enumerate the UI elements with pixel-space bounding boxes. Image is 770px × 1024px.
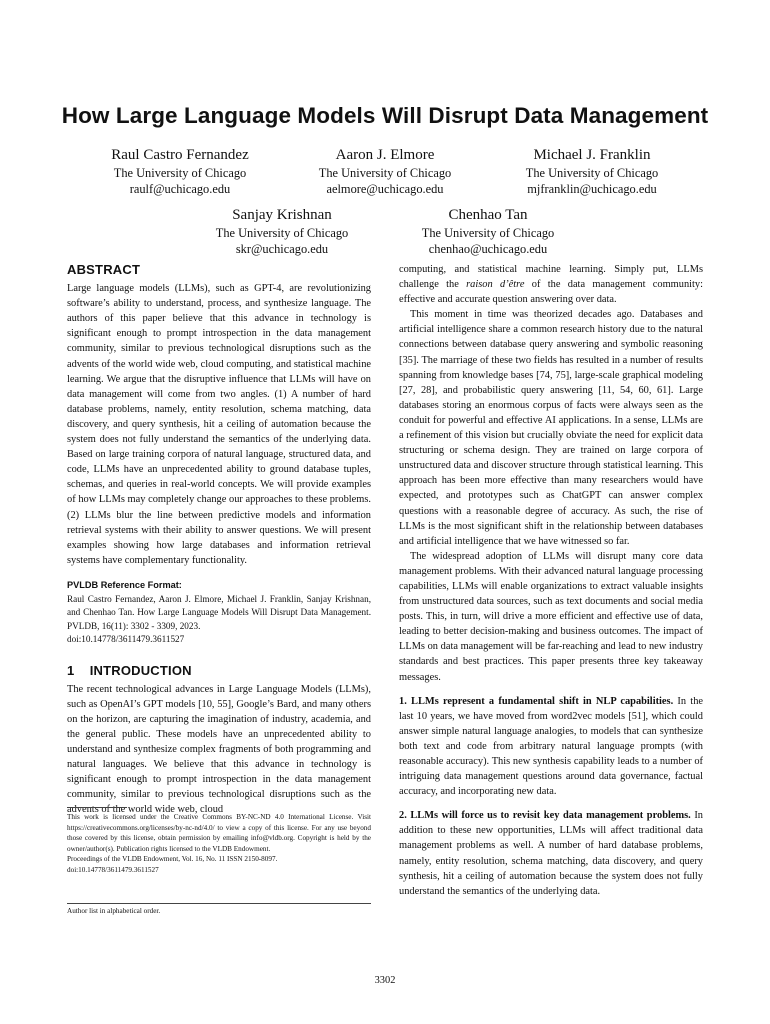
author-affiliation: The University of Chicago xyxy=(318,166,452,180)
author-block xyxy=(162,206,402,257)
section-number: 1 xyxy=(67,662,75,678)
author-affiliation: The University of Chicago xyxy=(215,226,349,240)
text-span: computing, and statistical machine learning. Simply put, LLMs challenge the xyxy=(399,264,703,291)
italic-text: raison d’être xyxy=(466,279,525,291)
license-text: This work is licensed under the Creative Commons BY-NC-ND 4.0 International License. Visit https://creativecommons.org/licenses/by-nc-nd/4.0/ to view a copy of this license. For any use beyond those covered by this license, obtain permission by emailing info@vldb.org. Copyright is held by the owner/author(s). Publication rights licensed to the VLDB Endowment. xyxy=(67,813,371,853)
left-column xyxy=(67,262,371,818)
section-title: INTRODUCTION xyxy=(89,662,192,678)
footnote-block xyxy=(67,906,371,917)
license-doi: doi:10.14778/3611479.3611527 xyxy=(67,865,159,874)
takeaway-text: In the last 10 years, we have moved from word2vec models [51], which could answer simple natural language analogies, to models that can synthesize both text and code from arbitrary natural language prompts (with reasonable accuracy). This new synthesis capability leads to a number of intriguing data management questions around data governance, factual accuracy, and incorporating new data. xyxy=(399,695,703,798)
author-name: Aaron J. Elmore xyxy=(335,147,435,163)
author-name: Chenhao Tan xyxy=(448,207,528,223)
abstract-heading: ABSTRACT xyxy=(67,262,141,277)
license-block xyxy=(67,812,371,876)
takeaway-2 xyxy=(399,808,703,899)
author-block xyxy=(265,146,505,197)
page-number: 3302 xyxy=(374,975,396,986)
author-email: raulf@uchicago.edu xyxy=(129,182,231,196)
right-column xyxy=(399,262,703,899)
author-affiliation: The University of Chicago xyxy=(525,166,659,180)
takeaway-text: In addition to these new opportunities, LLMs will affect traditional data management problems as well. A number of hard database problems, namely, entity resolution, schema matching, data discovery, and query synthesis, hit a ceiling of automation because the system does not fully understand the semantics of the underlying data. xyxy=(399,810,703,897)
author-block xyxy=(368,206,608,257)
pvldb-doi: doi:10.14778/3611479.3611527 xyxy=(67,634,185,645)
paragraph: The widespread adoption of LLMs will disrupt many core data management problems. With their advanced natural language processing capabilities, LLMs will enable organizations to extract valuable insights from unstructured data sources, such as text documents and social media posts. This, in turn, will drive a more efficient and effective use of data, leading to better decision-making and business outcomes. The impact of LLMs on data management will be far-reaching and lead to new industry standards and best practices. This paper presents three key takeaway messages. xyxy=(399,550,703,683)
author-name: Michael J. Franklin xyxy=(533,147,651,163)
author-email: chenhao@uchicago.edu xyxy=(428,242,548,256)
author-name: Raul Castro Fernandez xyxy=(111,147,249,163)
paragraph: This moment in time was theorized decades ago. Databases and artificial intelligence share a common research history due to the natural connections between database query answering and symbolic reasoning [35]. The marriage of these two fields has resulted in a number of results spanning from knowledge bases [74, 75], large-scale graphical modeling [27, 28], and probabilistic query answering [11, 54, 60, 61]. Large databases storing an enormous corpus of facts were always seen as the conduit for powerful and effective AI applications. In a sense, LLMs are a refinement of this vision but crucially obviate the need for explicit data structuring or schema design. They are trained on large corpora of unstructured data and discover structure through statistical learning. This approach has been more effective than many researchers would have expected, and prototypes such as ChatGPT can answer complex questions with a reasonable degree of accuracy. As such, the rise of LLMs is the most significant shift in the relationship between databases and artificial intelligence that we have witnessed so far. xyxy=(399,309,703,547)
introduction-text: The recent technological advances in Large Language Models (LLMs), such as OpenAI’s GPT models [10, 55], Google’s Bard, and many others on the horizon, are capturing the imagination of industry, academia, and the general public. These models have an unprecedented ability to understand and synthesize complex fragments of both programming and natural languages. We believe that this advance in technology is significant enough to prompt introspection in the data management community, similar to previous technological disruptions such as the advents of the world wide web, cloud xyxy=(67,683,371,816)
author-affiliation: The University of Chicago xyxy=(421,226,555,240)
footnote-divider xyxy=(67,903,371,904)
text-span: of the data management community: effective and accurate question answering over data. xyxy=(399,279,703,306)
footnote-text: Author list in alphabetical order. xyxy=(67,907,161,915)
takeaway-title: 1. LLMs represent a fundamental shift in NLP capabilities. xyxy=(399,695,674,707)
takeaway-title: 2. LLMs will force us to revisit key data management problems. xyxy=(399,810,691,822)
paragraph xyxy=(399,262,703,307)
author-email: skr@uchicago.edu xyxy=(235,242,329,256)
author-affiliation: The University of Chicago xyxy=(113,166,247,180)
pvldb-heading: PVLDB Reference Format: xyxy=(67,579,182,590)
paper-title: How Large Language Models Will Disrupt Data Management xyxy=(61,103,709,128)
pvldb-text: Raul Castro Fernandez, Aaron J. Elmore, Michael J. Franklin, Sanjay Krishnan, and Chenhao Tan. How Large Language Models Will Disrupt Data Management. PVLDB, 16(11): 3302 - 3309, 2023. xyxy=(67,593,371,631)
author-name: Sanjay Krishnan xyxy=(232,207,332,223)
author-block xyxy=(472,146,712,197)
license-divider xyxy=(67,807,127,808)
abstract-text: Large language models (LLMs), such as GPT-4, are revolutionizing software’s ability to understand, process, and synthesize language. The authors of this paper believe that this advance in technology is significant enough to prompt introspection in the data management community, similar to previous technological disruptions such as the advents of the world wide web, cloud computing, and statistical machine learning. We argue that the disruptive influence that LLMs will have on data management will come from two angles. (1) A number of hard database problems, namely, entity resolution, schema matching, data discovery, and query synthesis, hit a ceiling of automation because the system does not fully understand the semantics of the underlying data. Based on large training corpora of natural language, structured data, and code, LLMs have an unprecedented ability to ground database tuples, schemas, and queries in real-world concepts. We will provide examples of how LLMs may completely change our approaches to these problems. (2) LLMs blur the line between predictive models and information retrieval systems with their ability to answer questions. We will present examples showing how large databases and information retrieval systems have complementary functionality. xyxy=(67,283,371,566)
pvldb-reference xyxy=(67,578,371,647)
introduction-heading xyxy=(67,663,371,678)
author-email: aelmore@uchicago.edu xyxy=(326,182,444,196)
introduction-section xyxy=(67,663,371,818)
author-block xyxy=(60,146,300,197)
takeaway-1 xyxy=(399,694,703,800)
author-email: mjfranklin@uchicago.edu xyxy=(527,182,657,196)
proceedings-text: Proceedings of the VLDB Endowment, Vol. 16, No. 11 ISSN 2150-8097. xyxy=(67,855,278,864)
